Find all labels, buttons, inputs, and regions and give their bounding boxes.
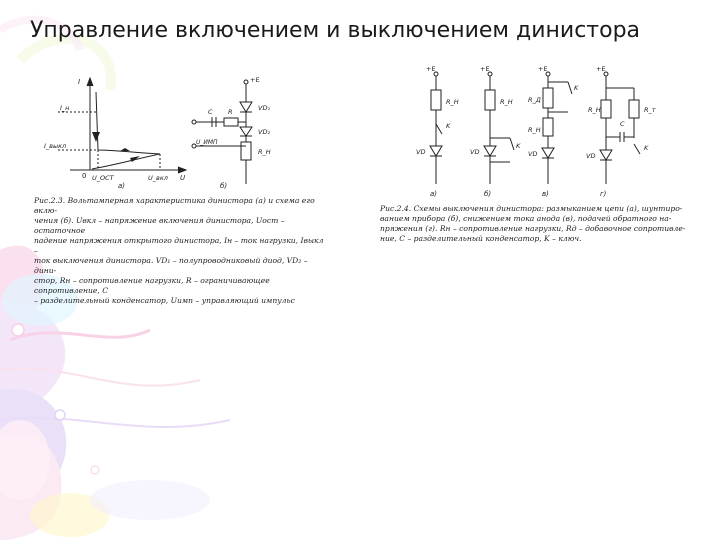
graph-label-uost: U_ОСТ — [92, 174, 114, 182]
figure-right-diagram — [406, 62, 666, 200]
circuit-label-uimp: U_ИМП — [196, 139, 218, 146]
graph-label-in: I_н — [60, 104, 70, 112]
caption-line: пряжения (г). Rн – сопротивление нагрузки, Rд – добавочное сопротивле- — [380, 224, 686, 233]
label-rt-d: R_т — [644, 106, 656, 114]
circuit-label-c: C — [208, 108, 213, 116]
graph-label-uvkl: U_вкл — [148, 174, 168, 182]
label-part-a: a) — [430, 190, 438, 198]
vac-graph — [58, 78, 186, 173]
label-e-d: +E — [596, 65, 606, 73]
caption-line: – разделительный конденсатор, Uимп – управляющий импульс — [34, 296, 295, 305]
figure-left-caption — [34, 196, 324, 306]
label-vd-a: VD — [416, 148, 426, 156]
caption-line: Рис.2.3. Вольтамперная характеристика динистора (а) и схема его вклю- — [34, 196, 315, 215]
slide-title: Управление включением и выключением динистора — [30, 18, 641, 43]
caption-line: ние, C – разделительный конденсатор, K – ключ. — [380, 234, 582, 243]
label-c-d: C — [620, 120, 625, 128]
label-vd-b: VD — [470, 148, 480, 156]
caption-line: чения (б). Uвкл – напряжение включения динистора, Uост – остаточное — [34, 216, 285, 235]
circuit-label-e: +E — [250, 76, 260, 84]
graph-label-ivykl: I_выкл — [44, 142, 67, 150]
circuit-label-vd2: VD₂ — [258, 128, 271, 136]
label-k-a: K — [446, 122, 451, 130]
graph-label-a: a) — [118, 182, 126, 190]
label-part-b: б) — [484, 190, 492, 198]
label-rn-c: R_Н — [528, 126, 541, 134]
caption-line: стор, Rн – сопротивление нагрузки, R – ограничивающее сопротивление, C — [34, 276, 270, 295]
label-rn-d: R_Н — [588, 106, 601, 114]
label-rn-b: R_Н — [500, 98, 513, 106]
circuit-label-rn: R_Н — [258, 148, 271, 156]
graph-label-i: I — [78, 78, 81, 86]
label-rd-c: R_Д — [528, 96, 541, 104]
label-part-c: в) — [542, 190, 549, 198]
graph-label-u: U — [180, 174, 186, 182]
caption-line: ток выключения динистора. VD₁ – полупроводниковый диод, VD₂ – дини- — [34, 256, 308, 275]
label-rn-a: R_Н — [446, 98, 459, 106]
label-part-d: г) — [600, 190, 607, 198]
circuit-label-vd1: VD₁ — [258, 104, 271, 112]
figure-right-caption — [380, 204, 700, 244]
label-e-c: +E — [538, 65, 548, 73]
label-vd-c: VD — [528, 150, 538, 158]
label-e-b: +E — [480, 65, 490, 73]
label-e-a: +E — [426, 65, 436, 73]
label-k-c: K — [574, 84, 579, 92]
circuit-label-r: R — [228, 108, 233, 116]
label-vd-d: VD — [586, 152, 596, 160]
graph-label-zero: 0 — [82, 172, 87, 180]
figure-left-diagram — [30, 72, 320, 194]
caption-line: Рис.2.4. Схемы выключения динистора: размыканием цепи (а), шунтиро- — [380, 204, 683, 213]
caption-line: ванием прибора (б), снижением тока анода (в), подачей обратного на- — [380, 214, 672, 223]
circuit-label-b: б) — [220, 182, 228, 190]
label-k-b: K — [516, 142, 521, 150]
switch-on-circuit — [192, 80, 252, 184]
caption-line: падение напряжения открытого динистора, Iн – ток нагрузки, Iвыкл – — [34, 236, 324, 255]
label-k-d: K — [644, 144, 649, 152]
